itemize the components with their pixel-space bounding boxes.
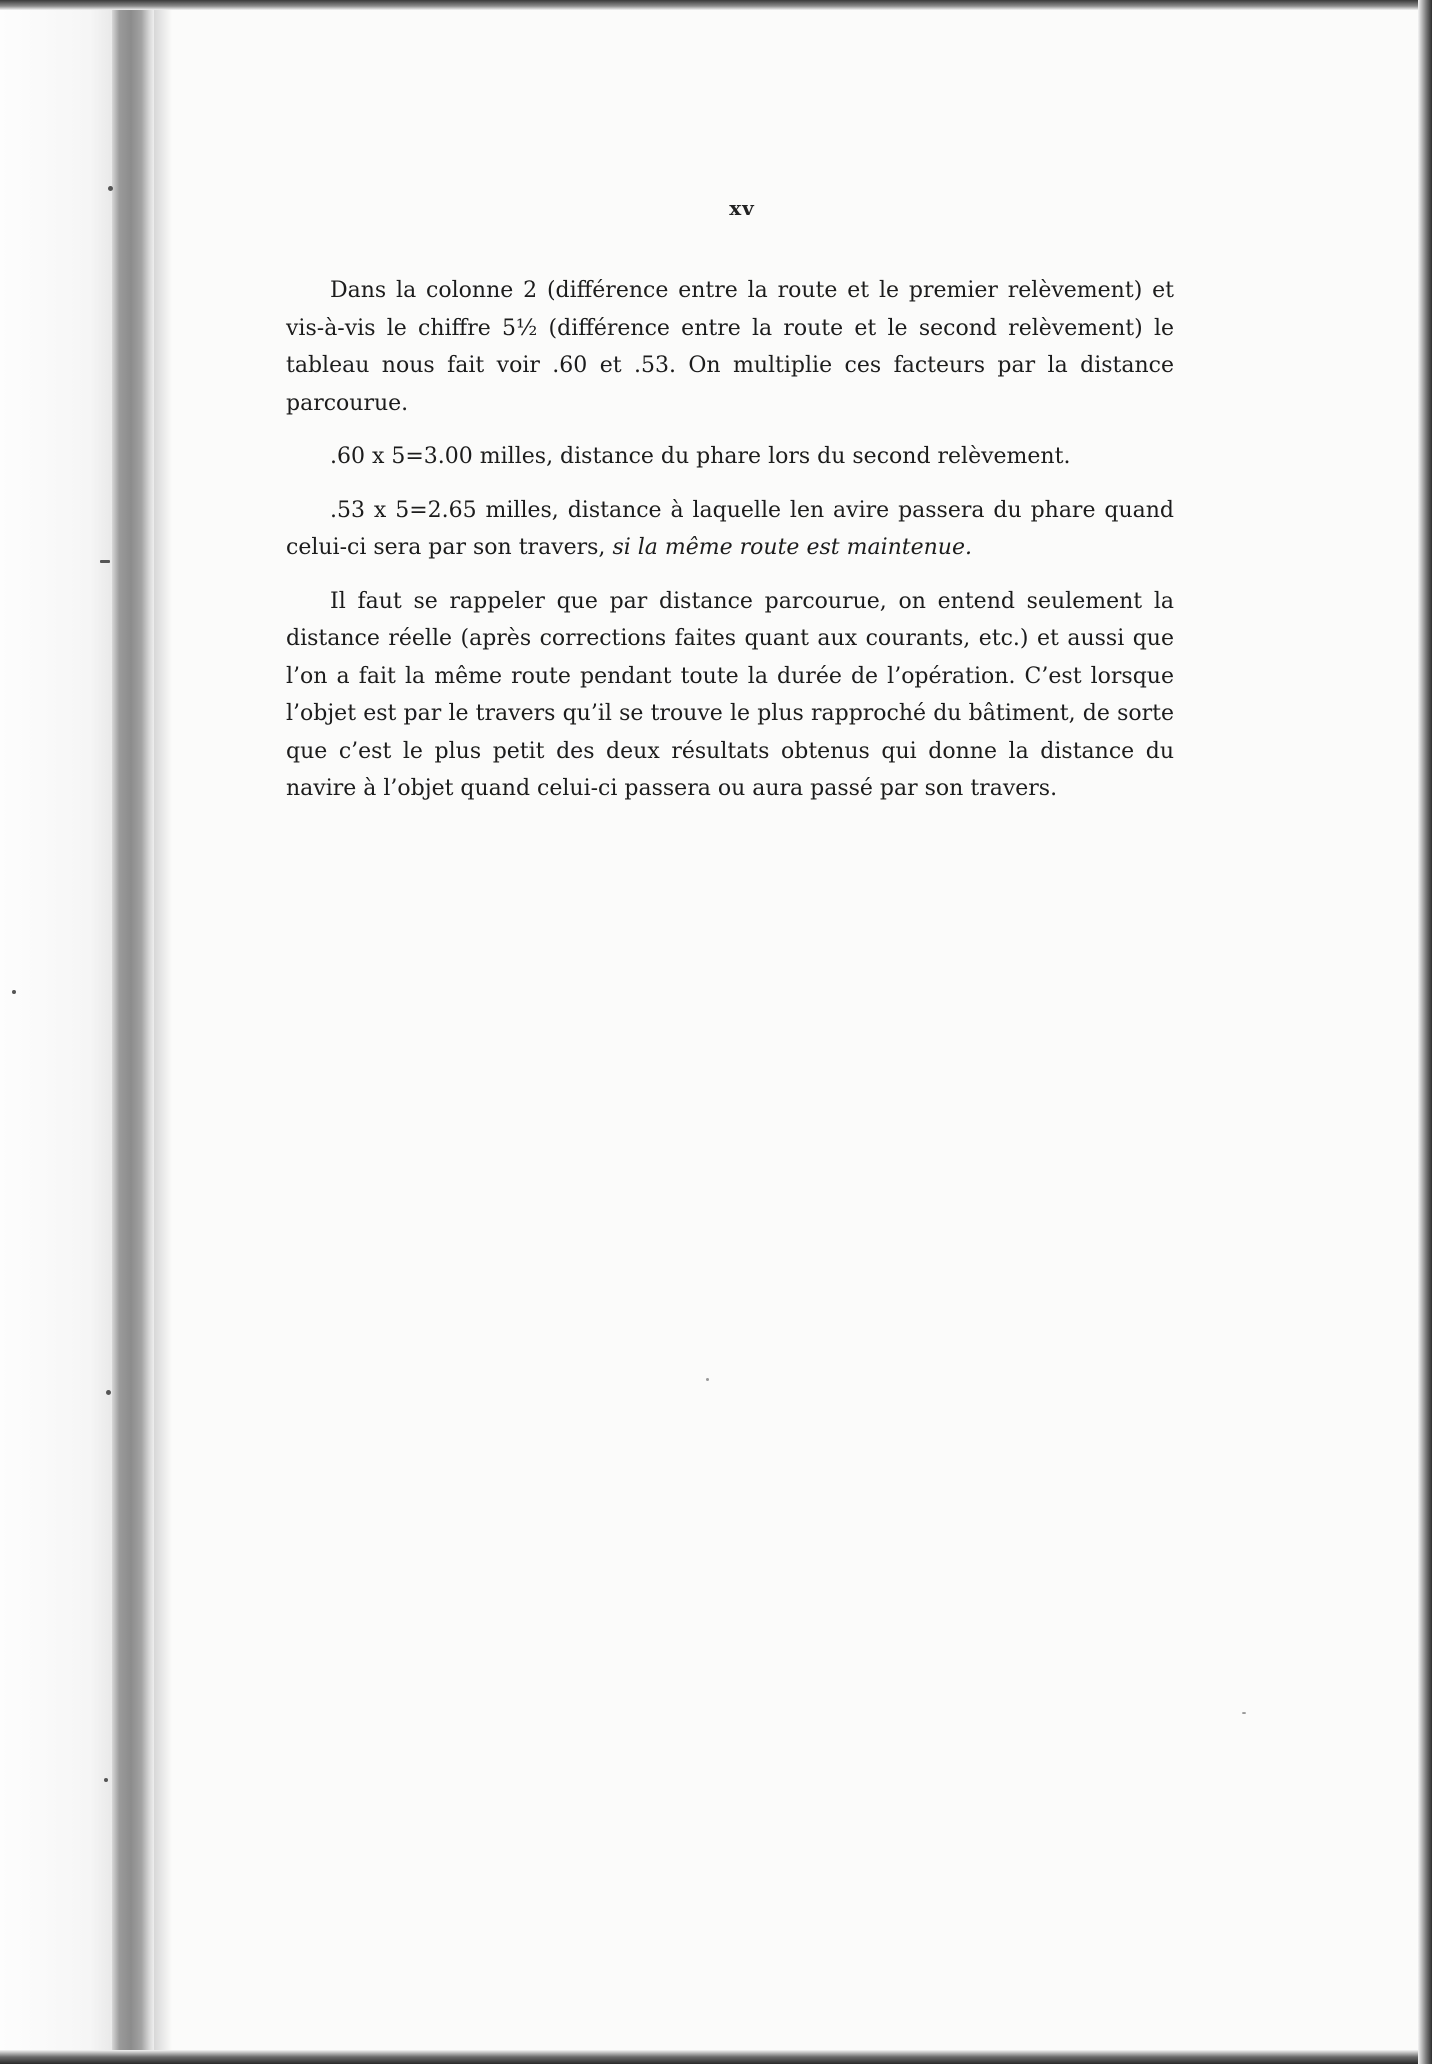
dust-speck — [104, 1778, 108, 1782]
gutter-shadow — [154, 10, 172, 2050]
paragraph-distance-note — [286, 583, 1174, 808]
dust-speck — [108, 186, 113, 191]
scan-edge-top — [0, 0, 1432, 10]
paragraph-second-calculation — [286, 492, 1174, 567]
paragraph-table-reading — [286, 272, 1174, 422]
paragraph-text: Dans la colonne 2 (différence entre la route et le premier relèvement) et vis-à-vis le chiffre 5½ (différence entre la route et le second relèvement) le tableau nous fait voir .60 et .53. On multiplie ces facteurs par la distance parcourue. — [286, 278, 1174, 416]
paragraph-text: Il faut se rappeler que par distance parcourue, on entend seulement la distance réelle (après corrections faites quant aux courants, etc.) et aussi que l’on a fait la même route pendant toute la durée de l’opération. C’est lorsque l’objet est par le travers qu’il se trouve le plus rapproché du bâtiment, de sorte que c’est le plus petit des deux résultats obtenus qui donne la distance du navire à l’objet quand celui-ci passera ou aura passé par son travers. — [286, 588, 1174, 801]
page-number: xv — [729, 196, 755, 220]
paragraph-text: .53 x 5=2.65 milles, distance à laquelle len avire passera du phare quand celui-ci sera par son travers, — [286, 497, 1174, 560]
paragraph-text: .60 x 5=3.00 milles, distance du phare lors du second relèvement. — [330, 444, 1071, 469]
scan-edge-right — [1418, 0, 1432, 2064]
dust-speck — [100, 560, 110, 563]
binding-gutter — [112, 10, 154, 2050]
scan-edge-bottom — [0, 2050, 1432, 2064]
dust-speck — [106, 1390, 111, 1395]
facing-page-edge — [0, 0, 112, 2064]
italic-phrase: si la même route est maintenue. — [612, 535, 972, 560]
paragraph-first-calculation — [286, 438, 1174, 476]
dust-speck — [12, 990, 16, 994]
body-text — [286, 272, 1174, 824]
book-page — [172, 10, 1418, 2050]
